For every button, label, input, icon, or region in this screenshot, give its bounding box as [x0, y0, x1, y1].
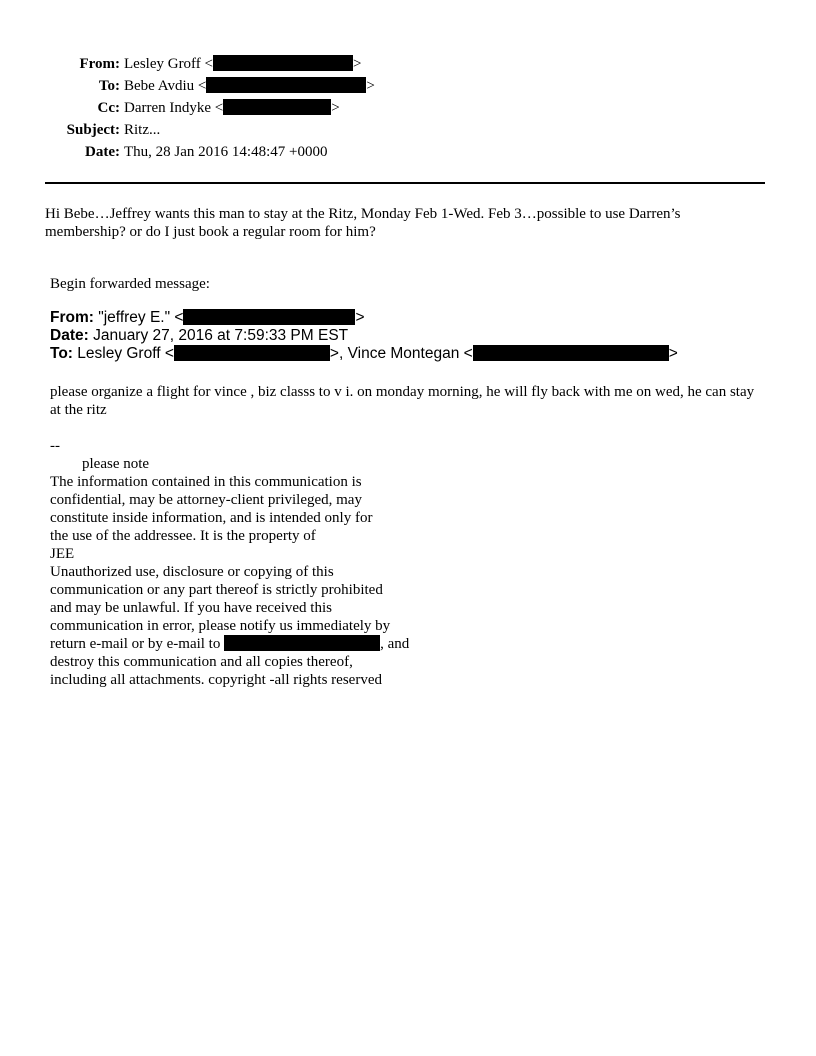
forwarded-to-name2: Vince Montegan — [347, 345, 460, 362]
disclaimer-line: Unauthorized use, disclosure or copying of this — [50, 564, 334, 580]
forwarded-to-row: To: Lesley Groff < >, Vince Montegan < > — [50, 345, 678, 362]
date-text: Thu, 28 Jan 2016 14:48:47 +0000 — [124, 144, 328, 160]
disclaimer-line: JEE — [50, 546, 75, 562]
subject-label: Subject: — [66, 122, 120, 138]
signature-please-note: please note — [82, 456, 150, 472]
from-name: Lesley Groff — [124, 56, 201, 72]
to-label: To: — [98, 78, 120, 94]
redaction-box — [213, 55, 353, 71]
redaction-box — [473, 345, 669, 361]
forwarded-from-row: From: "jeffrey E." < > — [50, 309, 365, 326]
forwarded-to-label: To: — [50, 345, 73, 362]
date-label: Date: — [85, 144, 120, 160]
disclaimer-line: communication in error, please notify us immediately by — [50, 618, 391, 634]
email-header — [40, 53, 375, 163]
redaction-box — [206, 77, 366, 93]
forwarded-from-name: "jeffrey E." — [98, 309, 171, 326]
header-date-row — [40, 141, 375, 163]
to-name: Bebe Avdiu — [124, 78, 195, 94]
disclaimer-line: including all attachments. copyright -all rights reserved — [50, 672, 382, 688]
disclaimer-line: and may be unlawful. If you have received this — [50, 600, 332, 616]
cc-name: Darren Indyke — [124, 100, 212, 116]
intro-message: Hi Bebe…Jeffrey wants this man to stay at the Ritz, Monday Feb 1-Wed. Feb 3…possible to use Darren’s membership? or do I just book a regular room for him? — [45, 206, 681, 240]
disclaimer-line: destroy this communication and all copies thereof, — [50, 654, 353, 670]
subject-text: Ritz... — [124, 122, 161, 138]
disclaimer-line: constitute inside information, and is intended only for — [50, 510, 373, 526]
forwarded-date-label: Date: — [50, 327, 89, 344]
disclaimer-line: confidential, may be attorney-client privileged, may — [50, 492, 362, 508]
header-to-row: To: Bebe Avdiu < > — [40, 75, 375, 97]
cc-label: Cc: — [97, 100, 120, 116]
forwarded-from-label: From: — [50, 309, 94, 326]
disclaimer-line: communication or any part thereof is strictly prohibited — [50, 582, 383, 598]
forwarded-date-text: January 27, 2016 at 7:59:33 PM EST — [93, 327, 349, 344]
forwarded-body: please organize a flight for vince , biz classs to v i. on monday morning, he will fly back with me on wed, he can stay at the ritz — [50, 384, 755, 418]
signature-block — [50, 437, 409, 689]
email-line-suffix: , and — [380, 636, 410, 652]
forwarded-date-row — [50, 327, 678, 345]
redaction-box — [174, 345, 330, 361]
forwarded-header — [50, 309, 678, 363]
disclaimer-line: the use of the addressee. It is the property of — [50, 528, 316, 544]
signature-dashes: -- — [50, 438, 60, 454]
redaction-box — [223, 99, 331, 115]
header-divider — [45, 182, 765, 184]
header-cc-row: Cc: Darren Indyke < > — [40, 97, 375, 119]
redaction-box — [183, 309, 355, 325]
email-line-prefix: return e-mail or by e-mail to — [50, 636, 221, 652]
forwarded-to-name1: Lesley Groff — [77, 345, 161, 362]
begin-forwarded-label: Begin forwarded message: — [50, 276, 210, 292]
header-subject-row — [40, 119, 375, 141]
from-label: From: — [79, 56, 120, 72]
disclaimer-line: The information contained in this communication is — [50, 474, 362, 490]
header-from-row: From: Lesley Groff < > — [40, 53, 375, 75]
redaction-box — [224, 635, 380, 651]
disclaimer-email-line — [50, 635, 409, 653]
